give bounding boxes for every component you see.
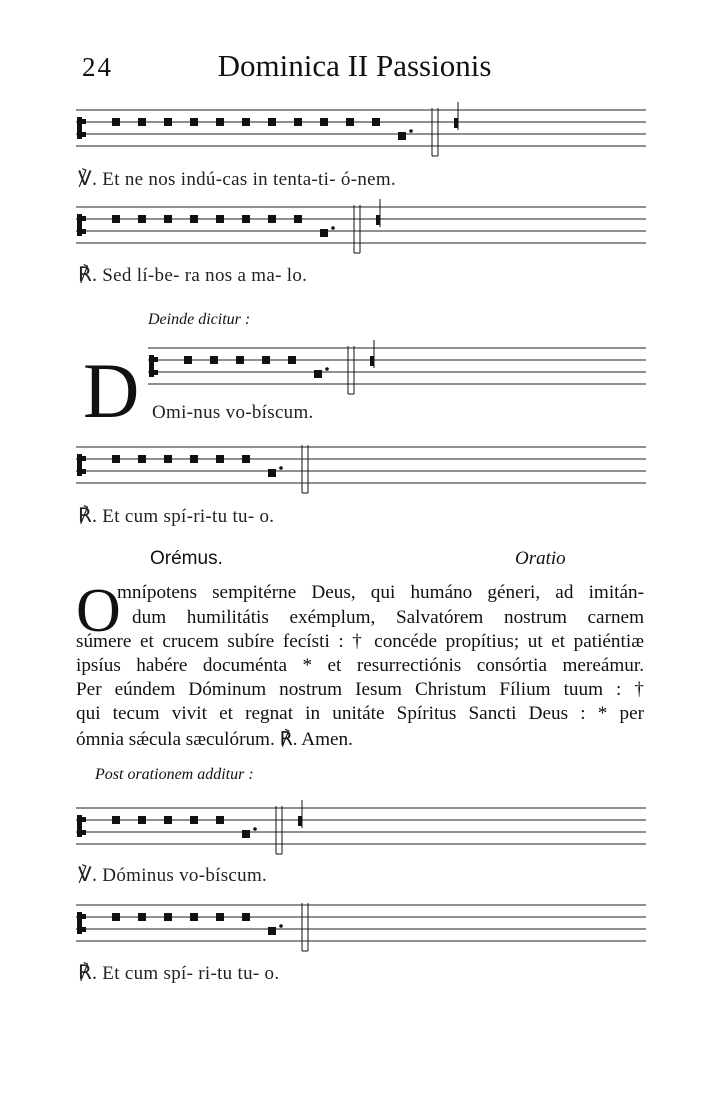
clef-mark	[82, 456, 86, 461]
chant-staff	[76, 104, 646, 156]
note	[112, 816, 120, 824]
chant-lyric-response	[78, 262, 307, 287]
chant-text: Dóminus vo-bíscum.	[102, 865, 268, 886]
page-number: 24	[82, 52, 113, 82]
note	[216, 455, 224, 463]
note	[216, 215, 224, 223]
mora-dot	[325, 367, 329, 371]
note	[190, 118, 198, 126]
note	[236, 356, 244, 364]
chant-lyric	[152, 402, 314, 424]
note	[138, 816, 146, 824]
mora-dot	[331, 226, 335, 230]
response-symbol: ℟.	[78, 505, 98, 527]
chant-staff	[76, 899, 646, 951]
clef-mark	[82, 914, 86, 919]
note	[262, 356, 270, 364]
response-symbol: ℟.	[78, 962, 98, 984]
chant-staff	[76, 441, 646, 493]
note	[190, 455, 198, 463]
note	[268, 927, 276, 935]
oratio-label: Oratio	[515, 548, 566, 569]
note	[112, 118, 120, 126]
versicle-symbol: ℣.	[78, 168, 98, 190]
note	[112, 455, 120, 463]
clef-mark	[82, 830, 86, 835]
note	[164, 455, 172, 463]
note	[164, 118, 172, 126]
note	[242, 118, 250, 126]
note	[190, 215, 198, 223]
running-title: Dominica II Passionis	[217, 48, 492, 83]
chant-lyric-response	[78, 503, 274, 528]
chant-text: Et cum spí-ri-tu tu- o.	[102, 506, 275, 527]
clef-mark	[82, 927, 86, 932]
clef-mark	[77, 815, 82, 837]
note	[346, 118, 354, 126]
note	[138, 455, 146, 463]
initial-letter-d: D	[83, 347, 140, 434]
note	[268, 469, 276, 477]
clef-mark	[82, 469, 86, 474]
clef-mark	[77, 912, 82, 934]
note	[242, 455, 250, 463]
mora-dot	[409, 129, 413, 133]
note	[398, 132, 406, 140]
clef-mark	[82, 216, 86, 221]
note	[112, 913, 120, 921]
chant-lyric-versicle	[78, 166, 396, 191]
note	[372, 118, 380, 126]
note	[320, 118, 328, 126]
note	[242, 830, 250, 838]
mora-dot	[253, 827, 257, 831]
clef-mark	[82, 817, 86, 822]
chant-lyric-response	[78, 960, 279, 985]
note	[294, 215, 302, 223]
versicle-symbol: ℣.	[78, 864, 98, 886]
chant-staff	[76, 201, 646, 253]
note	[210, 356, 218, 364]
note	[314, 370, 322, 378]
chant-staff	[76, 802, 646, 854]
clef-mark	[154, 357, 158, 362]
custos	[376, 215, 380, 225]
chant-lyric-versicle	[78, 862, 267, 887]
prayer-line: súmere et crucem subíre fecísti : † concéde propítius; ut et patiéntiæ	[76, 631, 644, 652]
note	[320, 229, 328, 237]
note	[138, 215, 146, 223]
clef-mark	[82, 229, 86, 234]
note	[216, 816, 224, 824]
response-symbol: ℟.	[78, 264, 98, 286]
mora-dot	[279, 466, 283, 470]
note	[164, 913, 172, 921]
custos	[370, 356, 374, 366]
prayer-line: dum humilitátis exémplum, Salvatórem nostrum carnem	[132, 607, 644, 628]
rubric-post-oratio: Post orationem additur :	[95, 766, 254, 783]
note	[268, 118, 276, 126]
prayer-line: mnípotens sempitérne Deus, qui humáno géneri, ad imitán-	[117, 582, 644, 603]
clef-mark	[77, 214, 82, 236]
chant-text: Sed lí-be- ra nos a ma- lo.	[102, 265, 308, 286]
chant-text: Et cum spí- ri-tu tu- o.	[102, 963, 280, 984]
note	[184, 356, 192, 364]
prayer-line: qui tecum vivit et regnat in unitáte Spíritus Sancti Deus : * per	[76, 703, 644, 724]
note	[138, 913, 146, 921]
prayer-initial: O	[76, 577, 121, 645]
note	[164, 215, 172, 223]
note	[294, 118, 302, 126]
note	[216, 913, 224, 921]
rubric-deinde: Deinde dicitur :	[148, 311, 251, 328]
note	[190, 913, 198, 921]
note	[164, 816, 172, 824]
note	[268, 215, 276, 223]
note	[242, 215, 250, 223]
chant-text: Et ne nos indú-cas in tenta-ti- ó-nem.	[102, 169, 396, 190]
prayer-line: ipsíus habére documénta * et resurrectiónis consórtia mereámur.	[76, 655, 644, 676]
note	[288, 356, 296, 364]
note	[216, 118, 224, 126]
chant-staff	[148, 342, 646, 394]
clef-mark	[154, 370, 158, 375]
note	[190, 816, 198, 824]
note	[112, 215, 120, 223]
mora-dot	[279, 924, 283, 928]
note	[138, 118, 146, 126]
clef-mark	[82, 132, 86, 137]
custos	[454, 118, 458, 128]
prayer-line: ómnia sǽcula sæculórum. ℟. Amen.	[76, 729, 353, 750]
clef-mark	[77, 117, 82, 139]
clef-mark	[77, 454, 82, 476]
prayer-line: Per eúndem Dóminum nostrum Iesum Christum Fílium tuum : †	[76, 679, 644, 700]
clef-mark	[149, 355, 154, 377]
note	[242, 913, 250, 921]
chant-text: Omi-nus vo-bíscum.	[152, 402, 314, 423]
custos	[298, 816, 302, 826]
clef-mark	[82, 119, 86, 124]
oremus-heading: Orémus.	[150, 548, 223, 569]
